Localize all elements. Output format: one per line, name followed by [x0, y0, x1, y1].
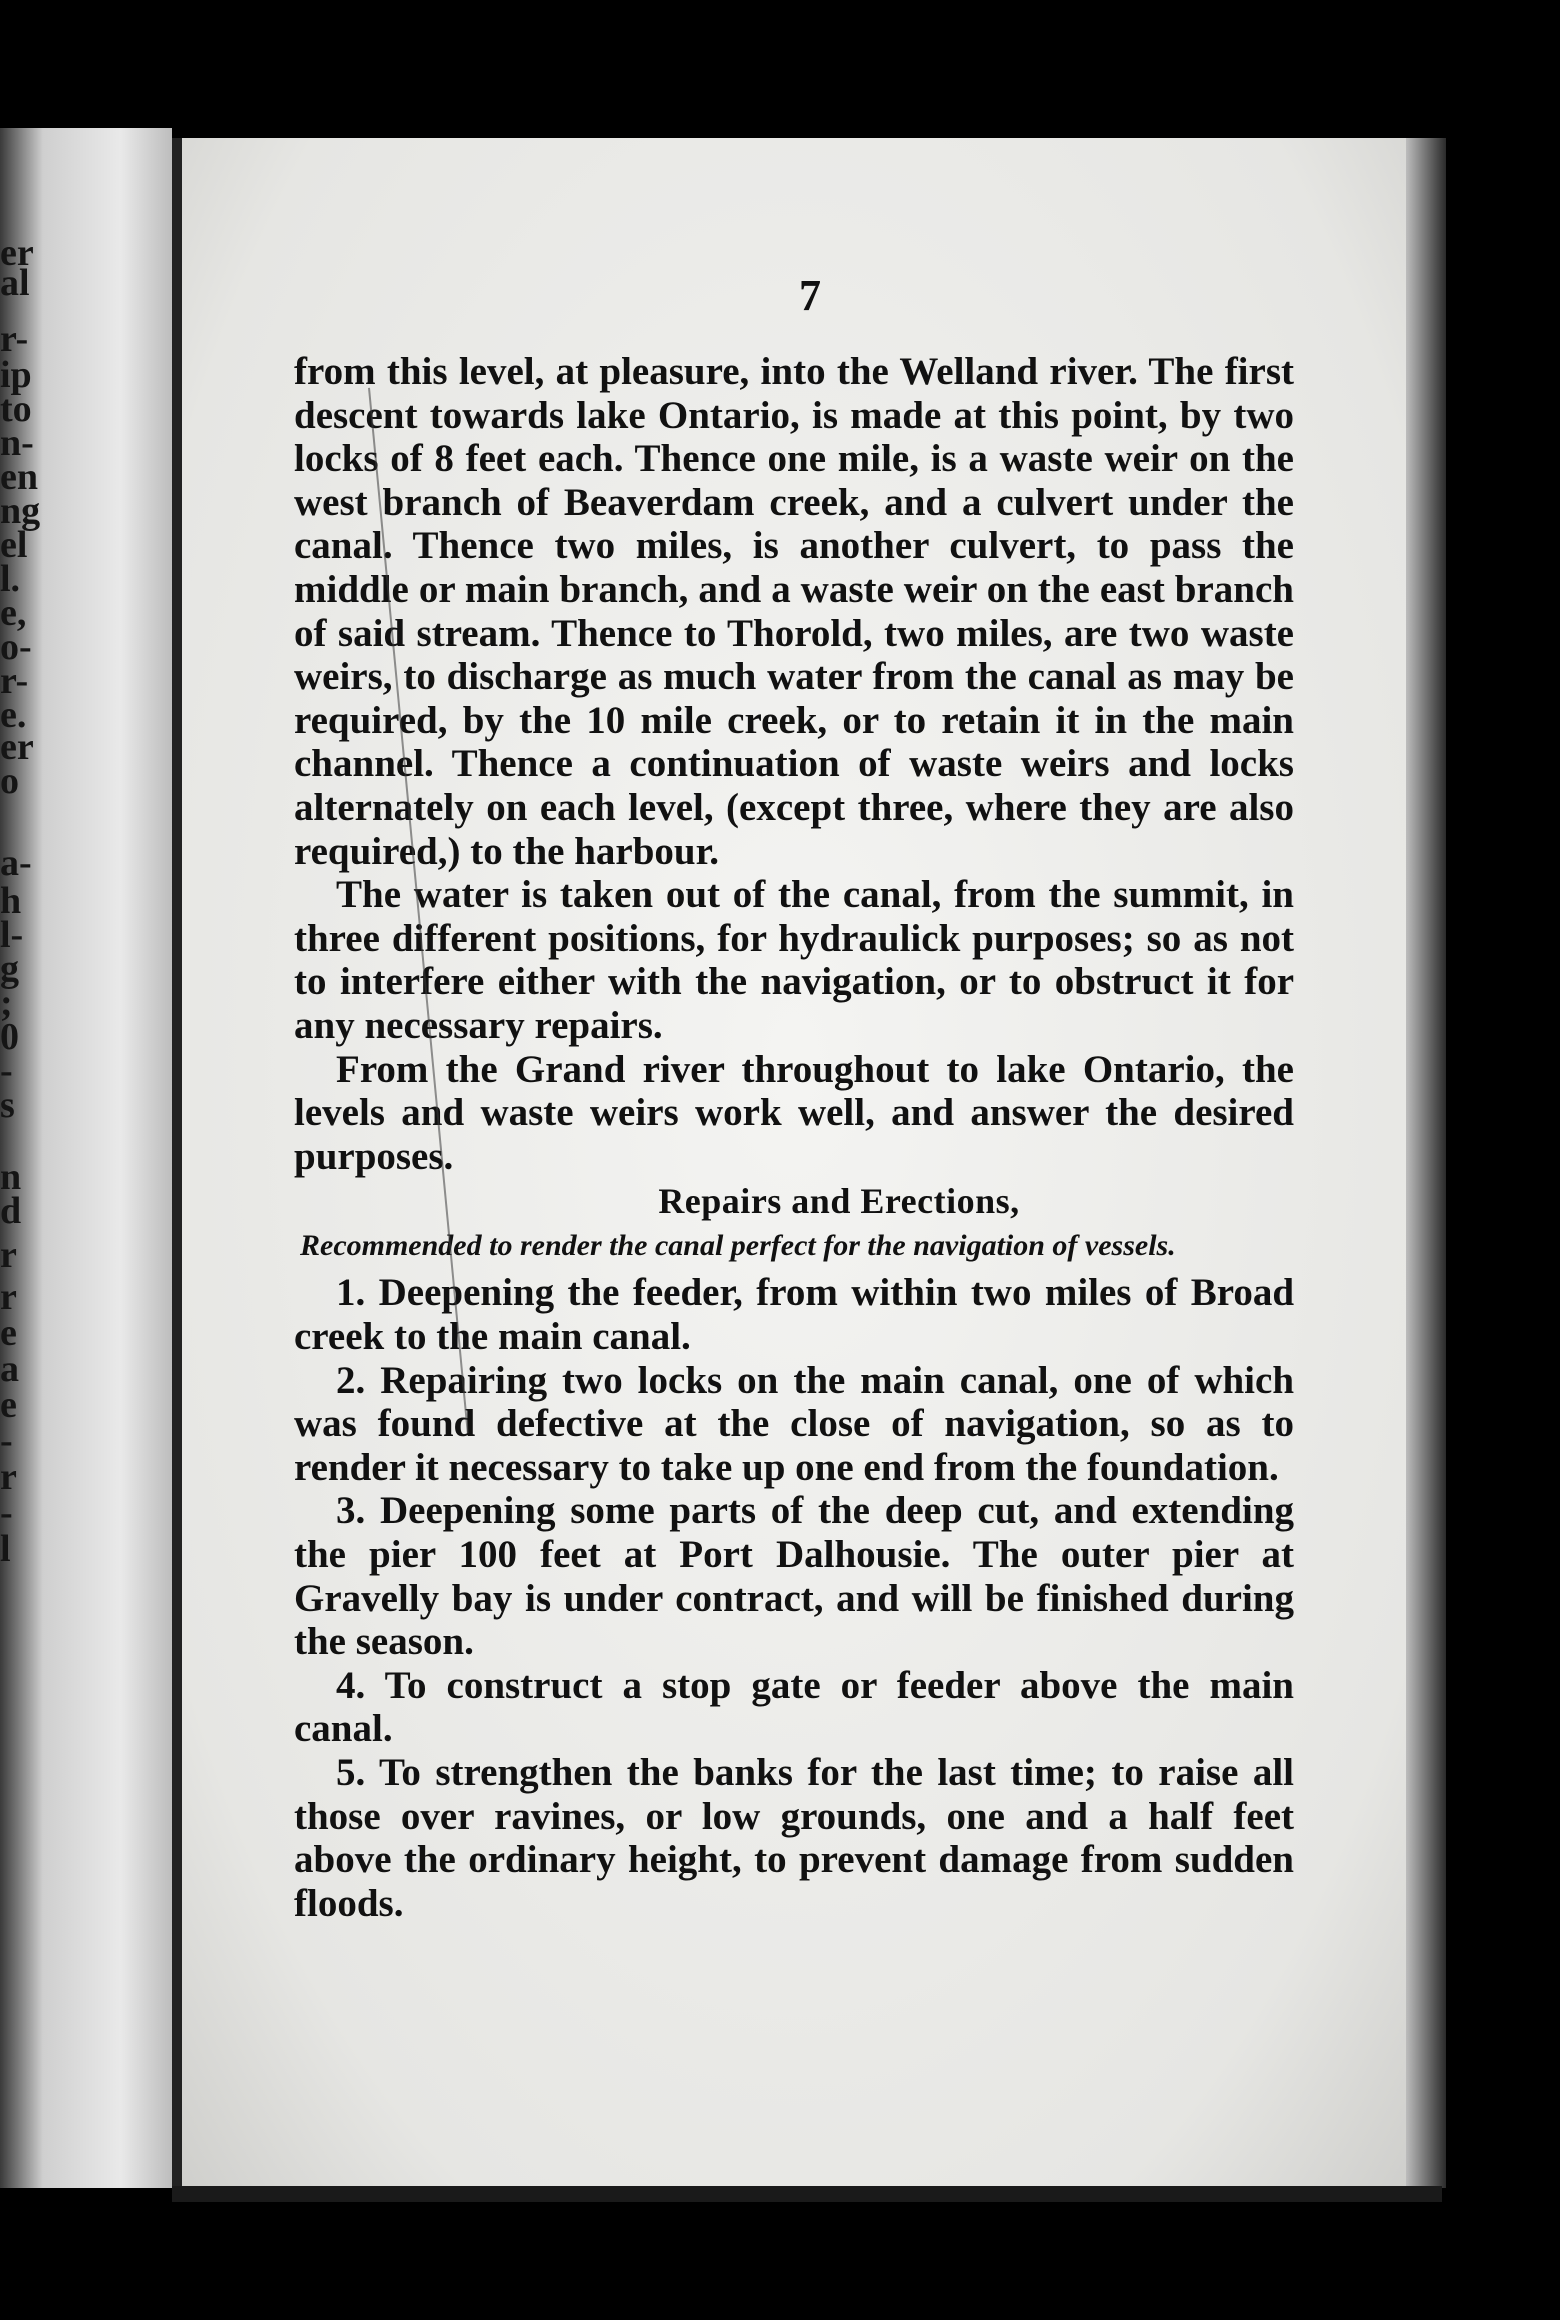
page-bottom-edge — [172, 2186, 1442, 2202]
facing-page-fragment: to — [0, 388, 32, 430]
section-heading: Repairs and Erections, — [658, 1181, 1020, 1222]
facing-page-fragment: e — [0, 1384, 17, 1426]
facing-page-fragment: er — [0, 232, 34, 274]
facing-page-fragment: el — [0, 524, 28, 566]
list-item — [294, 1751, 1294, 1925]
facing-page-margin — [0, 128, 172, 2188]
facing-page-fragment: - — [0, 1420, 13, 1462]
facing-page-fragment: n- — [0, 422, 34, 464]
list-item — [294, 1271, 1294, 1358]
facing-page-fragment: 0 — [0, 1016, 19, 1058]
list-item-text: To construct a stop gate or feeder above the main canal. — [294, 1663, 1294, 1751]
facing-page-fragment: l. — [0, 558, 21, 600]
facing-page-fragment: o — [0, 760, 19, 802]
facing-page-fragment: - — [0, 1492, 13, 1534]
facing-page-fragment: r — [0, 1234, 17, 1276]
list-item — [294, 1489, 1294, 1663]
facing-page-fragment: e, — [0, 592, 27, 634]
facing-page-fragment: al — [0, 262, 30, 304]
list-item-text: Deepening the feeder, from within two miles of Broad creek to the main canal. — [294, 1271, 1295, 1359]
list-item-text: To strengthen the banks for the last time; to raise all those over ravines, or low grounds, one and a half feet above the ordinary height, to prevent damage from sudden floods. — [294, 1751, 1295, 1925]
list-item — [294, 1359, 1294, 1490]
list-item-text: Repairing two locks on the main canal, one of which was found defective at the close of navigation, so as to render it necessary to take up one end from the foundation. — [294, 1358, 1295, 1489]
facing-page-fragment: - — [0, 1050, 13, 1092]
book-gutter — [172, 138, 182, 2188]
facing-page-fragment: g — [0, 948, 19, 990]
list-item-number: 5. — [336, 1751, 366, 1794]
facing-page-fragment: r- — [0, 660, 29, 702]
list-item-number: 2. — [336, 1358, 366, 1402]
paragraph: From the Grand river throughout to lake Ontario, the levels and waste weirs work well, and answer the desired purposes. — [294, 1047, 1294, 1178]
paragraph: from this level, at pleasure, into the Welland river. The first descent towards lake Ontario, is made at this point, by two locks of 8 feet each. Thence one mile, is a waste weir on the west branch of Beaverdam creek, and a culvert under the canal. Thence two miles, is another culvert, to pass the middle or main branch, and a waste weir on the east branch of said stream. Thence to Thorold, two miles, are two waste weirs, to discharge as much water from the canal as may be required, by the 10 mile creek, or to retain it in the main channel. Thence a continuation of waste weirs and locks alternately on each level, (except three, where they are also required,) to the harbour. — [294, 350, 1294, 873]
facing-page-fragment: a- — [0, 842, 32, 884]
facing-page-fragment: l- — [0, 914, 24, 956]
page-edge-shadow — [1406, 138, 1446, 2188]
facing-page-fragment: e — [0, 1312, 17, 1354]
section-subheading: Recommended to render the canal perfect for the navigation of vessels. — [300, 1228, 1176, 1262]
facing-page-fragment: r — [0, 1456, 17, 1498]
list-item-number: 4. — [336, 1663, 366, 1707]
book-page — [182, 138, 1406, 2186]
facing-page-fragment: a — [0, 1348, 19, 1390]
list-item — [294, 1664, 1294, 1751]
page-body — [294, 350, 1294, 1925]
facing-page-fragment: ng — [0, 490, 41, 532]
facing-page-fragment: e. — [0, 694, 27, 736]
paragraph: The water is taken out of the canal, from the summit, in three different positions, for hydraulick purposes; so as not to interfere either with the navigation, or to obstruct it for any necessary repairs. — [294, 873, 1294, 1047]
facing-page-fragment: h — [0, 880, 22, 922]
list-item-number: 1. — [336, 1271, 366, 1315]
facing-page-fragment: l — [0, 1528, 11, 1570]
facing-page-fragment: en — [0, 456, 38, 498]
facing-page-fragment: ; — [0, 982, 13, 1024]
facing-page-fragment: er — [0, 726, 34, 768]
facing-page-fragment: d — [0, 1190, 22, 1232]
list-item-number: 3. — [336, 1489, 366, 1533]
facing-page-fragment: r — [0, 1276, 17, 1318]
list-item-text: Deepening some parts of the deep cut, and extending the pier 100 feet at Port Dalhousie. The outer pier at Gravelly bay is under contract, and will be finished during the season. — [294, 1489, 1295, 1664]
facing-page-fragment: ip — [0, 354, 32, 396]
facing-page-fragment: n — [0, 1156, 22, 1198]
facing-page-fragment: o- — [0, 626, 32, 668]
facing-page-fragment: s — [0, 1084, 15, 1126]
page-number: 7 — [799, 271, 821, 320]
facing-page-fragment: r- — [0, 318, 29, 360]
